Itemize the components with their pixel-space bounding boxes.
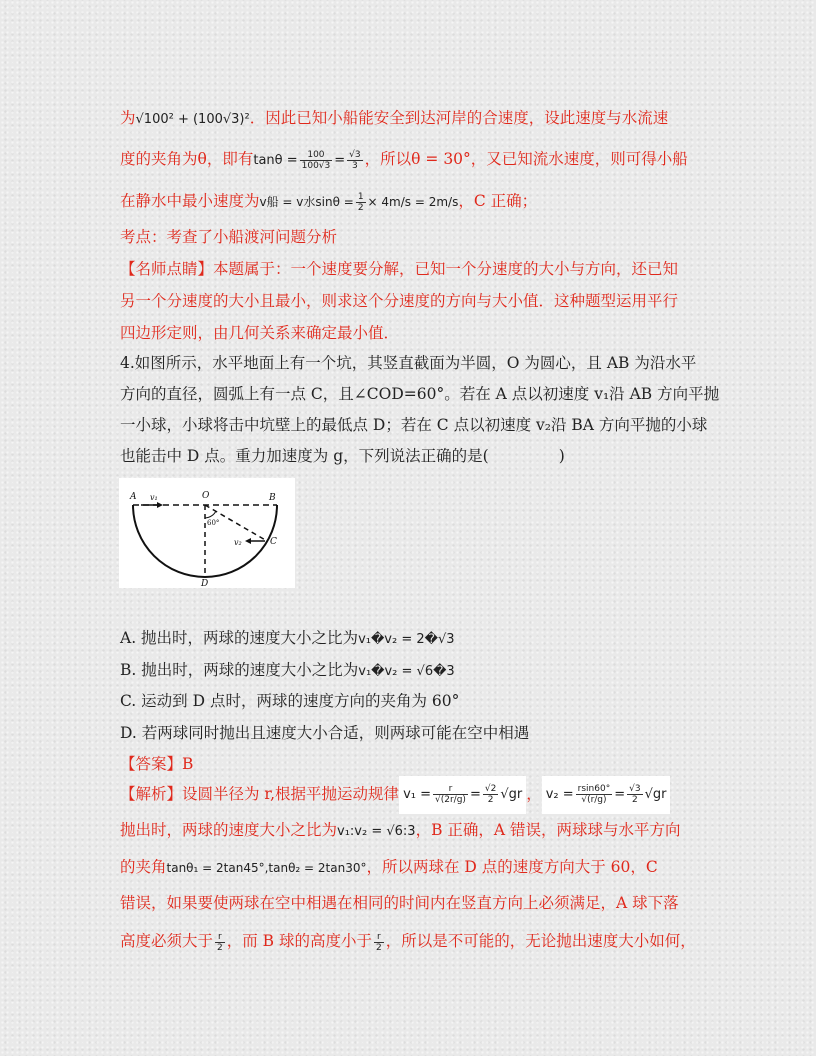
- option-d: D. 若两球同时抛出且速度大小合适，则两球可能在空中相遇: [120, 724, 530, 742]
- answer-line: 【答案】B: [120, 755, 194, 773]
- fraction: $\frac{√3}{2}$: [629, 784, 641, 805]
- question-text: ): [558, 447, 565, 465]
- label-angle: 60°: [207, 519, 220, 527]
- fraction: $\frac{r}{√(2r/g)}$: [435, 784, 466, 805]
- label-o: O: [202, 491, 210, 501]
- velocity-expression: v船 = v水sinθ =: [259, 195, 354, 209]
- analysis-text: ，: [526, 785, 542, 803]
- velocity-result: × 4m/s = 2m/s: [367, 195, 459, 209]
- formula-part: √gr: [644, 787, 667, 802]
- option-math: v₁�v₂ = √6�3: [358, 664, 455, 679]
- para-text: ．因此已知小船能安全到达河岸的合速度，设此速度与水流速: [249, 109, 669, 127]
- label-v2: v₂: [234, 538, 242, 547]
- formula-v1: [399, 776, 526, 814]
- label-d: D: [201, 579, 209, 588]
- tan-expression: tanθ =: [253, 153, 298, 168]
- v1-arrowhead: [157, 502, 163, 508]
- label-a: A: [130, 492, 137, 502]
- fraction: $\frac{√3}{3}$: [349, 149, 361, 171]
- label-b: B: [269, 493, 276, 503]
- option-text: B. 抛出时，两球的速度大小之比为: [120, 661, 359, 679]
- angle-arc: [205, 511, 216, 518]
- equals-sign: =: [334, 153, 346, 168]
- option-a: [120, 627, 455, 651]
- option-b: [120, 659, 455, 683]
- fraction: $\frac{1}{2}$: [357, 191, 364, 213]
- analysis-line-2: [120, 856, 658, 879]
- pit-diagram-svg: [119, 478, 295, 588]
- question-line-3: 一小球，小球将击中坑壁上的最低点 D；若在 C 点以初速度 v₂沿 BA 方向平抛的小球: [120, 416, 708, 434]
- fraction: $\frac{100}{100√3}$: [301, 149, 331, 171]
- analysis-line-1: [120, 819, 681, 843]
- analysis-line-4: [120, 930, 696, 953]
- para-text: 为: [120, 109, 136, 127]
- pit-diagram: [119, 478, 295, 588]
- para-text: 在静水中最小速度为: [120, 192, 260, 210]
- para-line-5: 【名师点睛】本题属于：一个速度要分解，已知一个分速度的大小与方向，还已知: [120, 260, 679, 278]
- formula-part: =: [469, 787, 481, 802]
- analysis-text: 高度必须大于: [120, 932, 214, 950]
- para-line-4: 考点：考查了小船渡河问题分析: [120, 228, 338, 246]
- analysis-line-3: 错误，如果要使两球在空中相遇在相同的时间内在竖直方向上必须满足，A 球下落: [120, 894, 679, 912]
- fraction: $\frac{r}{2}$: [217, 931, 223, 953]
- question-line-4: [120, 445, 565, 467]
- question-line-1: 4.如图所示，水平地面上有一个坑，其竖直截面为半圆，O 为圆心，且 AB 为沿水平: [120, 354, 697, 372]
- analysis-text: 【解析】设圆半径为 r,根据平抛运动规律: [120, 785, 400, 803]
- formula-part: v₁ =: [403, 787, 431, 802]
- ratio-expression: v₁:v₂ = √6:3: [337, 824, 416, 839]
- v2-arrowhead: [245, 538, 251, 544]
- para-line-1: [120, 107, 668, 131]
- formula-v2: [542, 776, 671, 814]
- fraction: $\frac{r}{2}$: [376, 931, 382, 953]
- para-line-2: [120, 148, 688, 172]
- para-text: ，C 正确；: [458, 192, 538, 210]
- label-c: C: [270, 537, 277, 547]
- option-c: C. 运动到 D 点时，两球的速度方向的夹角为 60°: [120, 692, 460, 710]
- analysis-text: ，所以两球在 D 点的速度方向大于 60，C: [366, 858, 658, 876]
- tan-expression: tanθ₁ = 2tan45°,tanθ₂ = 2tan30°: [166, 861, 367, 875]
- question-line-2: 方向的直径，圆弧上有一点 C，且∠COD=60°。若在 A 点以初速度 v₁沿 AB 方向平抛: [120, 385, 720, 403]
- analysis-text: 的夹角: [120, 858, 167, 876]
- analysis-text: ，所以是不可能的，无论抛出速度大小如何，: [385, 932, 696, 950]
- option-text: A. 抛出时，两球的速度大小之比为: [120, 629, 359, 647]
- para-line-6: 另一个分速度的大小且最小，则求这个分速度的方向与大小值．这种题型运用平行: [120, 292, 679, 310]
- para-line-7: 四边形定则，由几何关系来确定最小值．: [120, 324, 400, 342]
- sqrt-expression: √100² + (100√3)²: [135, 112, 250, 127]
- question-text: 也能击中 D 点。重力加速度为 g，下列说法正确的是(: [120, 447, 489, 465]
- analysis-text: 抛出时，两球的速度大小之比为: [120, 821, 338, 839]
- analysis-text: ，B 正确，A 错误，两球球与水平方向: [415, 821, 681, 839]
- para-text: ，所以θ = 30°，又已知流水速度，则可得小船: [364, 150, 688, 168]
- para-line-3: [120, 190, 537, 213]
- fraction: $\frac{rsin60^\circ}{√(r/g)}$: [577, 784, 611, 805]
- fraction: $\frac{√2}{2}$: [484, 784, 497, 805]
- analysis-text: ，而 B 球的高度小于: [226, 932, 372, 950]
- para-text: 度的夹角为θ，即有: [120, 150, 254, 168]
- label-v1: v₁: [150, 493, 158, 502]
- formula-part: =: [614, 787, 626, 802]
- formula-part: v₂ =: [545, 787, 574, 802]
- option-math: v₁�v₂ = 2�√3: [358, 632, 455, 647]
- analysis-line: [120, 776, 670, 814]
- formula-part: √gr: [500, 787, 523, 802]
